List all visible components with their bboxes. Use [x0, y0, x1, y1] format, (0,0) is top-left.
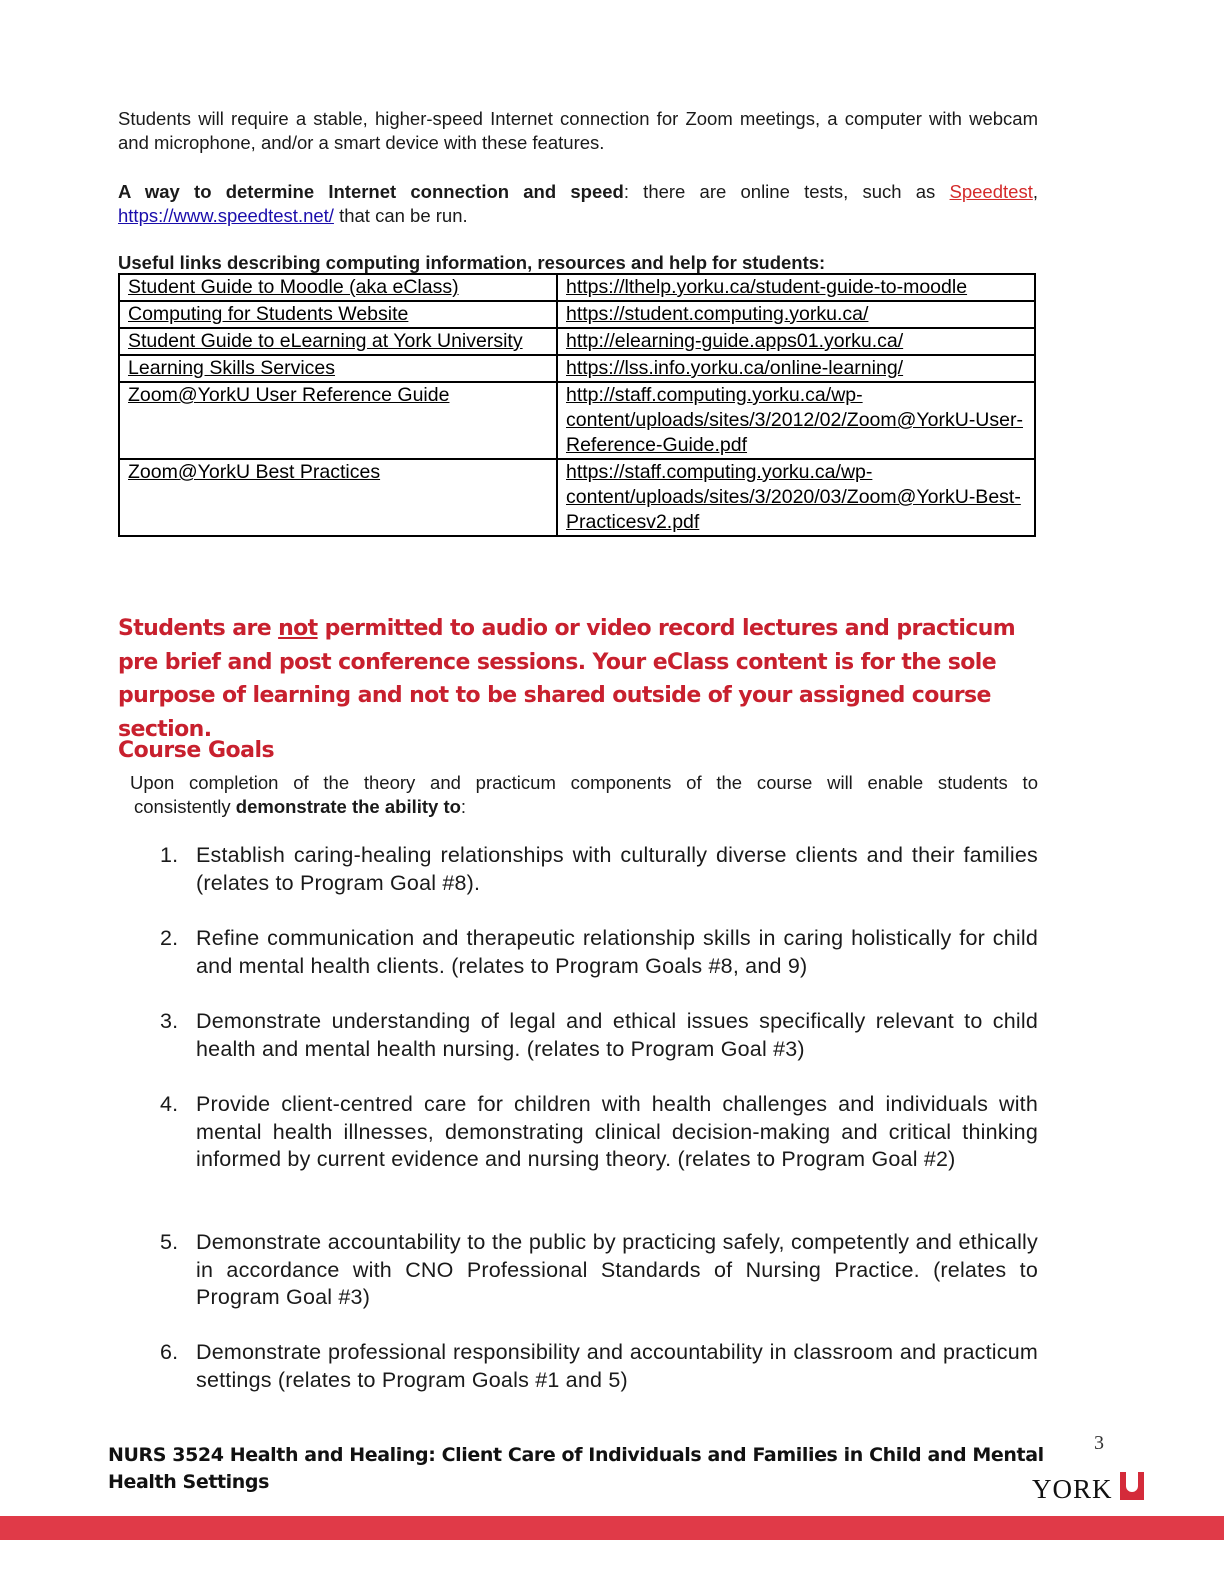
list-item	[160, 1091, 1038, 1174]
link-name[interactable]: Computing for Students Website	[128, 303, 409, 325]
table-row	[119, 328, 1035, 355]
goal-number: 2.	[160, 926, 179, 950]
goal-number: 3.	[160, 1009, 179, 1033]
link-name-cell	[119, 274, 557, 301]
goal-number: 6.	[160, 1340, 179, 1364]
goal-text: Demonstrate understanding of legal and ethical issues specifically relevant to child health and mental health nursing. (relates to Program Goal #3)	[196, 1009, 1038, 1061]
table-row	[119, 301, 1035, 328]
footer-bar	[0, 1516, 1224, 1540]
goal-text: Provide client-centred care for children with health challenges and individuals with mental health illnesses, demonstrating clinical decision-making and critical thinking informed by current evidence and nursing theory. (relates to Program Goal #2)	[196, 1092, 1038, 1171]
link-url-cell	[557, 355, 1035, 382]
table-row	[119, 459, 1035, 536]
table-row	[119, 355, 1035, 382]
link-url[interactable]: https://staff.computing.yorku.ca/wp-content/uploads/sites/3/2020/03/Zoom@YorkU-Best-Practicesv2.pdf	[566, 461, 1021, 533]
goal-text: Refine communication and therapeutic relationship skills in caring holistically for child and mental health clients. (relates to Program Goals #8, and 9)	[196, 926, 1038, 978]
speedtest-paragraph	[118, 180, 1038, 228]
link-name-cell	[119, 328, 557, 355]
goal-text: Demonstrate accountability to the public by practicing safely, competently and ethically in accordance with CNO Professional Standards of Nursing Practice. (relates to Program Goal #3)	[196, 1230, 1038, 1309]
goal-number: 5.	[160, 1230, 179, 1254]
link-name[interactable]: Zoom@YorkU Best Practices	[128, 461, 381, 483]
link-name-cell	[119, 301, 557, 328]
link-url[interactable]: https://lss.info.yorku.ca/online-learning/	[566, 357, 904, 379]
york-logo	[1032, 1472, 1146, 1506]
speedtest-text-end: that can be run.	[333, 205, 468, 226]
link-url-cell	[557, 301, 1035, 328]
goal-number: 1.	[160, 843, 179, 867]
list-item	[160, 1229, 1038, 1312]
goals-intro-line1: Upon completion of the theory and practicum components of the course will enable students to	[130, 772, 1038, 793]
link-url[interactable]: https://lthelp.yorku.ca/student-guide-to-moodle	[566, 276, 968, 298]
course-title-footer: NURS 3524 Health and Healing: Client Care of Individuals and Families in Child and Mental Health Settings	[108, 1444, 1044, 1493]
list-item	[160, 1339, 1038, 1394]
speedtest-text: : there are online tests, such as	[623, 181, 950, 202]
link-url[interactable]: http://elearning-guide.apps01.yorku.ca/	[566, 330, 904, 352]
notice-emphasis: not	[278, 616, 318, 641]
table-row	[119, 274, 1035, 301]
link-url[interactable]: http://staff.computing.yorku.ca/wp-content/uploads/sites/3/2012/02/Zoom@YorkU-User-Reference-Guide.pdf	[566, 384, 1023, 456]
list-item	[160, 925, 1038, 980]
york-logo-text: YORK	[1032, 1474, 1113, 1504]
link-name-cell	[119, 382, 557, 459]
goals-intro-colon: :	[460, 796, 467, 817]
useful-links-table	[118, 273, 1036, 537]
list-item	[160, 842, 1038, 897]
link-name-cell	[119, 355, 557, 382]
link-name-cell	[119, 459, 557, 536]
list-item	[160, 1008, 1038, 1063]
goals-intro-bold: demonstrate the ability to	[235, 796, 461, 817]
link-url-cell	[557, 382, 1035, 459]
recording-notice	[118, 612, 1038, 746]
goal-text: Demonstrate professional responsibility and accountability in classroom and practicum settings (relates to Program Goals #1 and 5)	[196, 1340, 1038, 1392]
link-name[interactable]: Student Guide to eLearning at York University	[128, 330, 523, 352]
links-table-heading: Useful links describing computing information, resources and help for students:	[118, 252, 826, 273]
link-name[interactable]: Zoom@YorkU User Reference Guide	[128, 384, 450, 406]
intro-text: Students will require a stable, higher-speed Internet connection for Zoom meetings, a computer with webcam and microphone, and/or a smart device with these features.	[118, 108, 1038, 153]
york-u-mark-icon	[1120, 1472, 1144, 1500]
goal-text: Establish caring-healing relationships with culturally diverse clients and their families (relates to Program Goal #8).	[196, 843, 1038, 895]
link-name[interactable]: Student Guide to Moodle (aka eClass)	[128, 276, 459, 298]
link-url-cell	[557, 328, 1035, 355]
goal-number: 4.	[160, 1092, 179, 1116]
page-number: 3	[1094, 1432, 1104, 1454]
link-url-cell	[557, 274, 1035, 301]
course-goals-heading: Course Goals	[118, 738, 275, 763]
table-row	[119, 382, 1035, 459]
link-name[interactable]: Learning Skills Services	[128, 357, 336, 379]
notice-text-1: Students are	[118, 616, 279, 641]
speedtest-heading: A way to determine Internet connection and speed	[118, 181, 624, 202]
intro-paragraph	[118, 107, 1038, 155]
goals-intro-plain: consistently	[134, 796, 236, 817]
notice-text-2: permitted to audio or video record lectures and practicum pre brief and post conference sessions. Your eClass content is for the sole purpose of learning and not to be shared outside of your assigned course section.	[118, 616, 1016, 742]
speedtest-link[interactable]: Speedtest	[949, 181, 1033, 202]
course-goals-intro	[130, 771, 1038, 819]
link-url[interactable]: https://student.computing.yorku.ca/	[566, 303, 869, 325]
goals-intro-line2	[130, 795, 1038, 819]
comma: ,	[1032, 181, 1038, 202]
link-url-cell	[557, 459, 1035, 536]
speedtest-url-link[interactable]: https://www.speedtest.net/	[118, 205, 334, 226]
